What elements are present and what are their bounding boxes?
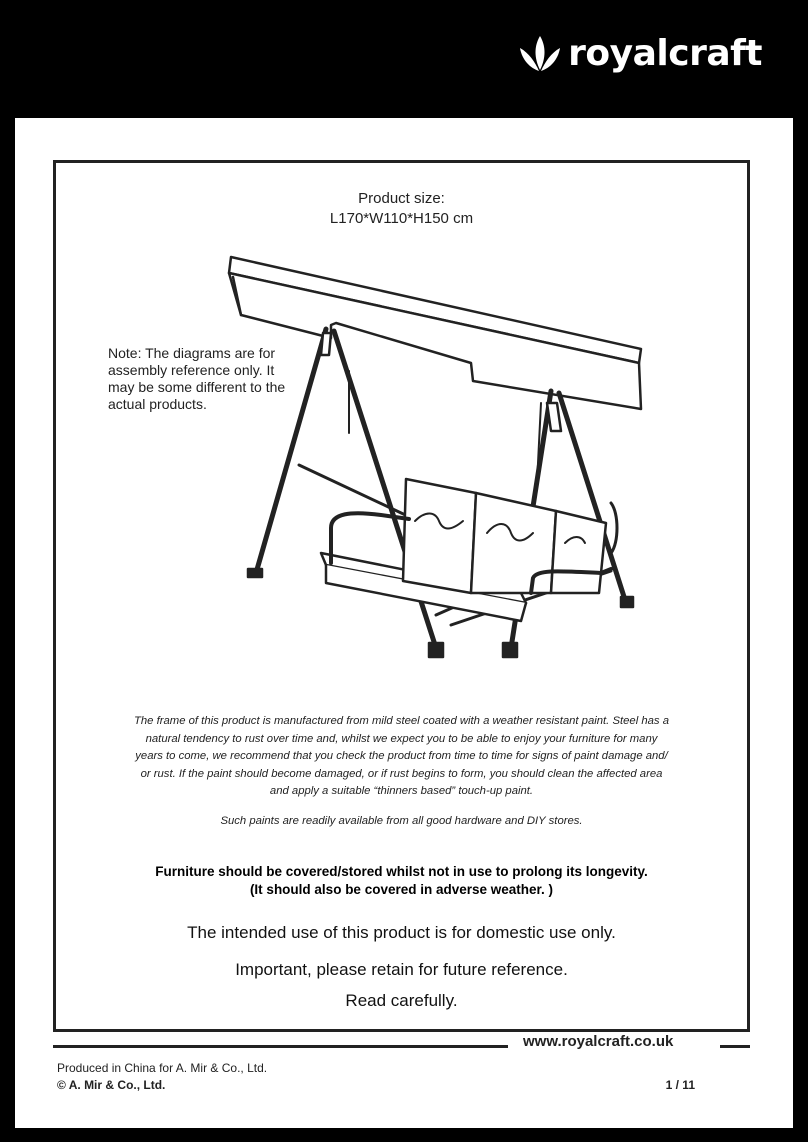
crown-leaf-logo-icon — [518, 34, 562, 74]
document-page — [15, 118, 793, 1128]
care-line: natural tendency to rust over time and, whilst we expect you to be able to enjoy your furniture for many — [145, 732, 658, 745]
swing-chair-illustration — [181, 253, 651, 693]
storage-warning — [56, 863, 747, 899]
diagram-note: Note: The diagrams are for assembly reference only. It may be some different to the actual products. — [108, 345, 286, 412]
copyright: © A. Mir & Co., Ltd. — [57, 1078, 166, 1092]
paint-stores-note: Such paints are readily available from all good hardware and DIY stores. — [220, 815, 583, 827]
care-paragraph — [96, 713, 707, 801]
page-number: 1 / 11 — [665, 1078, 695, 1092]
produced-in: Produced in China for A. Mir & Co., Ltd. — [57, 1061, 268, 1075]
website-link[interactable]: www.royalcraft.co.uk — [523, 1033, 674, 1050]
content-frame — [53, 160, 750, 1032]
storage-warning-line1: Furniture should be covered/stored whilst not in use to prolong its longevity. — [155, 864, 648, 879]
brand — [518, 33, 762, 74]
care-line: years to come, we recommend that you check the product from time to time for signs of paint damage and/ — [135, 750, 668, 762]
storage-warning-line2: (It should also be covered in adverse weather. ) — [249, 882, 554, 897]
footer-divider — [720, 1045, 750, 1048]
care-line: and apply a suitable “thinners based” touch-up paint. — [269, 785, 534, 797]
retain-notice: Important, please retain for future reference. — [235, 960, 568, 979]
brand-name: royalcraft — [568, 33, 762, 74]
read-carefully: Read carefully. — [345, 991, 458, 1010]
product-size — [56, 189, 747, 229]
product-size-label: Product size: — [358, 190, 445, 207]
product-size-value: L170*W110*H150 cm — [329, 210, 474, 227]
care-line: The frame of this product is manufactured from mild steel coated with a weather resistant paint. Steel has a — [134, 715, 669, 727]
care-line: or rust. If the paint should become damaged, or if rust begins to form, you should clean the affected area — [140, 767, 663, 780]
footer-divider — [53, 1045, 508, 1048]
intended-use-text: The intended use of this product is for domestic use only. — [187, 923, 616, 942]
header-bar — [0, 0, 808, 118]
